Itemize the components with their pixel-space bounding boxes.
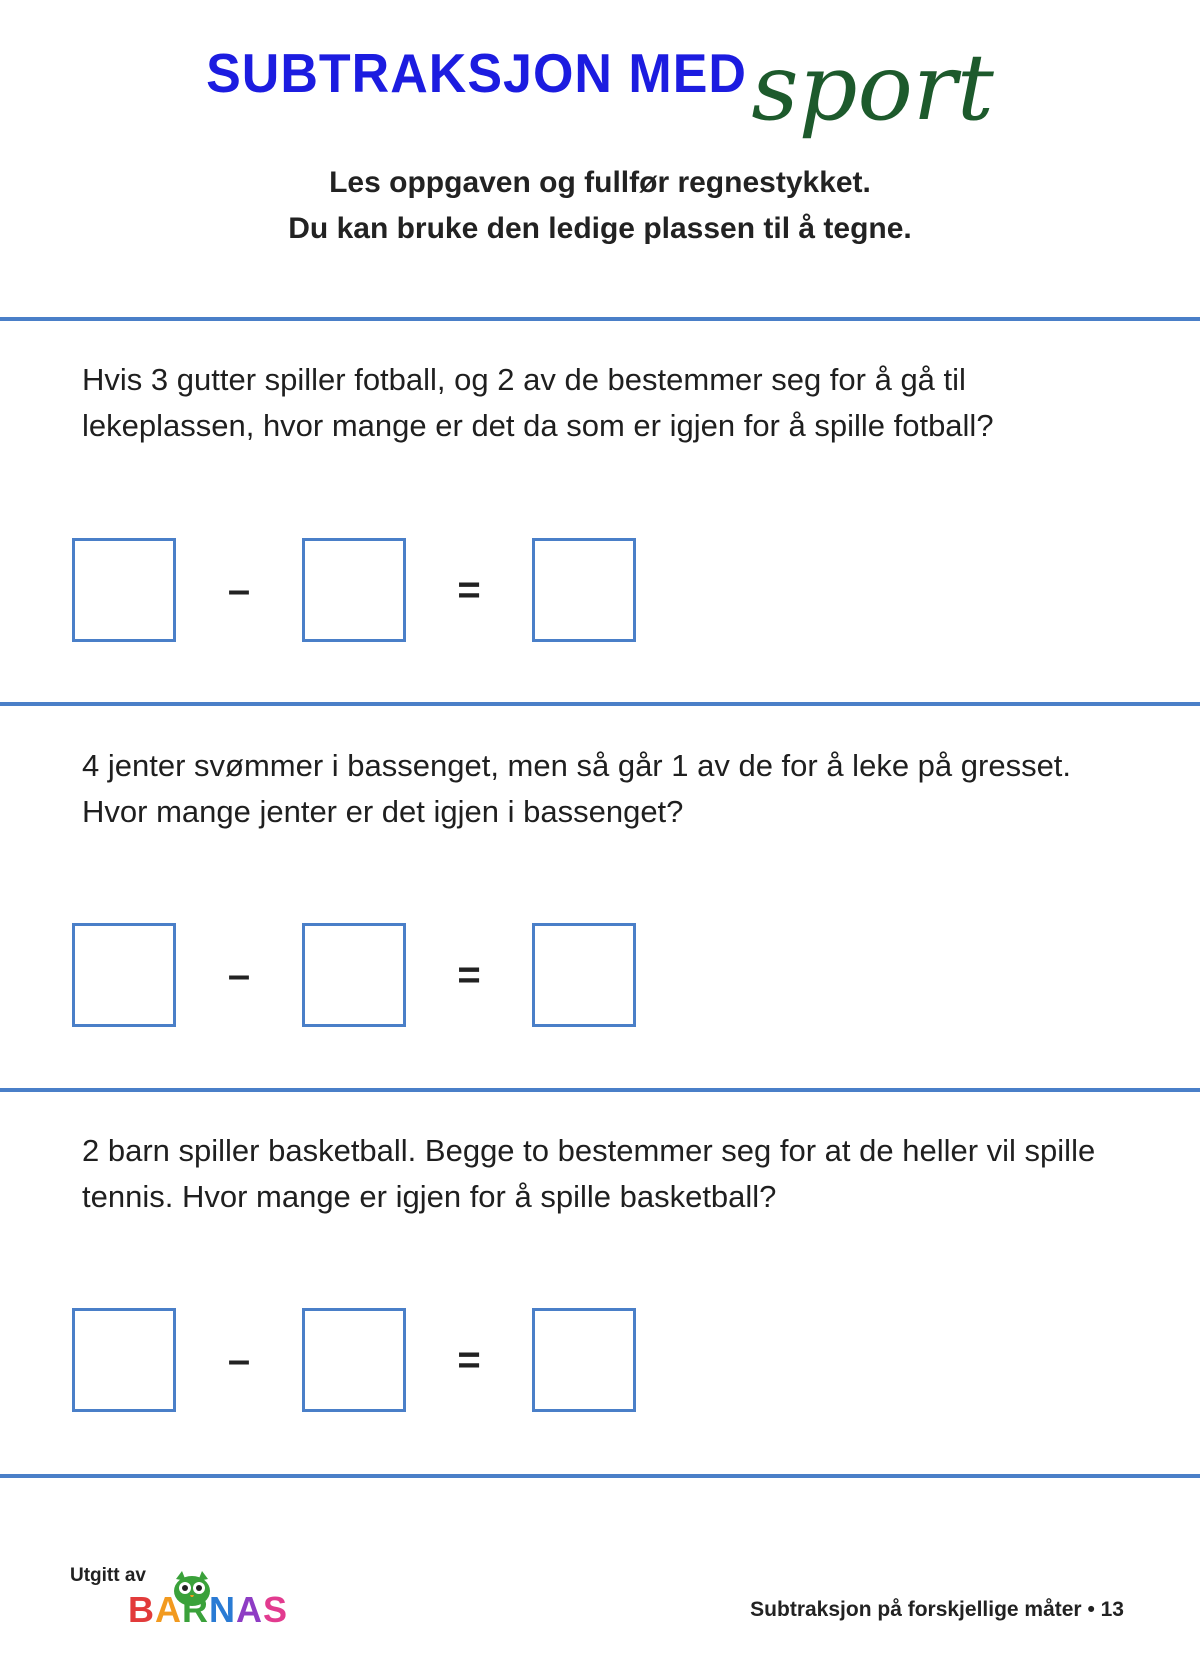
task-1-equation [72, 538, 636, 642]
publisher-name: BARNAS [128, 1589, 289, 1630]
minus-sign: – [227, 952, 251, 997]
worksheet-title [0, 34, 1200, 141]
instructions [0, 160, 1200, 252]
task-2-equation [72, 923, 636, 1027]
answer-box[interactable] [532, 1308, 636, 1412]
equals-sign: = [457, 952, 481, 997]
answer-box[interactable] [532, 538, 636, 642]
divider [0, 702, 1200, 706]
publisher-prefix: Utgitt av [70, 1565, 146, 1586]
answer-box[interactable] [72, 923, 176, 1027]
task-1-text: Hvis 3 gutter spiller fotball, og 2 av de bestemmer seg for å gå til lekeplassen, hvor mange er det da som er igjen for å spille fotball? [82, 362, 994, 443]
page-label: Subtraksjon på forskjellige måter • 13 [750, 1598, 1124, 1621]
task-3-equation [72, 1308, 636, 1412]
title-accent: sport [751, 34, 994, 141]
answer-box[interactable] [532, 923, 636, 1027]
instruction-line-2: Du kan bruke den ledige plassen til å tegne. [288, 212, 912, 245]
publisher-logo [70, 1565, 290, 1635]
minus-sign: – [227, 1337, 251, 1382]
answer-box[interactable] [302, 923, 406, 1027]
divider [0, 1088, 1200, 1092]
equals-sign: = [457, 567, 481, 612]
answer-box[interactable] [72, 538, 176, 642]
title-main: SUBTRAKSJON MED [206, 43, 747, 105]
divider [0, 317, 1200, 321]
answer-box[interactable] [302, 538, 406, 642]
minus-sign: – [227, 567, 251, 612]
equals-sign: = [457, 1337, 481, 1382]
task-3-text: 2 barn spiller basketball. Begge to bestemmer seg for at de heller vil spille tennis. Hvor mange er igjen for å spille basketball? [82, 1133, 1096, 1214]
answer-box[interactable] [72, 1308, 176, 1412]
answer-box[interactable] [302, 1308, 406, 1412]
divider [0, 1474, 1200, 1478]
instruction-line-1: Les oppgaven og fullfør regnestykket. [329, 166, 871, 199]
task-2-text: 4 jenter svømmer i bassenget, men så går 1 av de for å leke på gresset. Hvor mange jenter er det igjen i bassenget? [82, 748, 1072, 829]
